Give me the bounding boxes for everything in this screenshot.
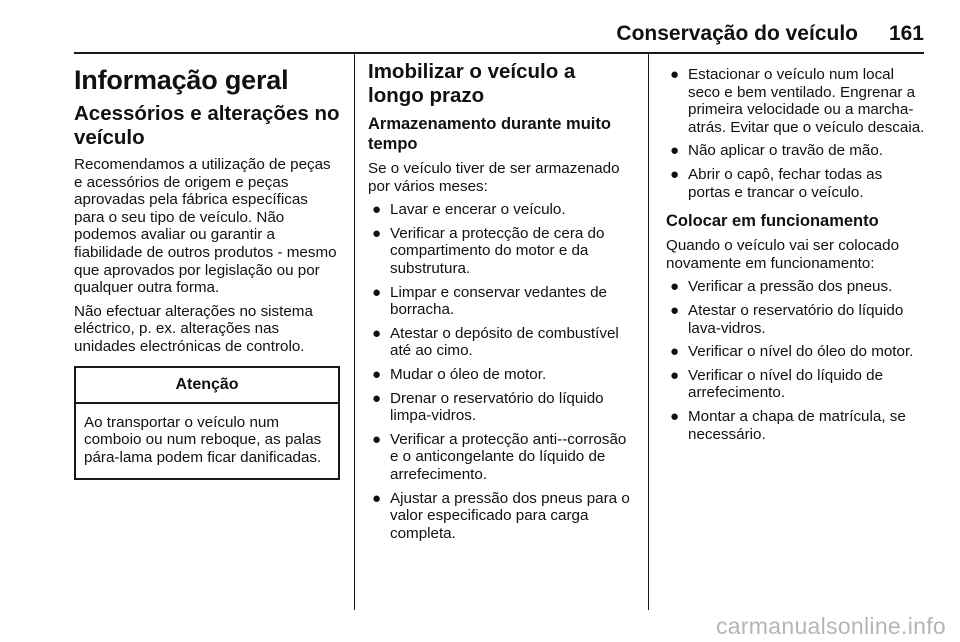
- bullet-icon: ●: [372, 389, 382, 407]
- caution-body: Ao transportar o veículo num comboio ou num reboque, as palas pára-lama podem ficar danificadas.: [84, 413, 322, 466]
- bullet-list: [368, 201, 636, 542]
- subsection-heading: Imobilizar o veículo a longo prazo: [368, 60, 576, 107]
- paragraph: Se o veículo tiver de ser armazenado por vários meses:: [368, 160, 620, 195]
- list-item-text: Limpar e conservar vedantes de borracha.: [390, 283, 607, 319]
- subheading: Armazenamento durante muito tempo: [368, 115, 611, 153]
- list-item: [666, 166, 928, 201]
- list-item: [368, 284, 636, 319]
- bullet-icon: ●: [670, 366, 680, 384]
- caution-box: [74, 366, 340, 481]
- bullet-icon: ●: [670, 165, 680, 183]
- paragraph: Não efectuar alterações no sistema eléctrico, p. ex. alterações nas unidades electrónicas de controlo.: [74, 302, 313, 355]
- page-header: [0, 22, 924, 52]
- list-item: [368, 490, 636, 543]
- list-item: [368, 325, 636, 360]
- bullet-icon: ●: [372, 201, 382, 219]
- bullet-list: [666, 278, 928, 443]
- list-item-text: Verificar a protecção anti--corrosão e o anticongelante do líquido de arrefecimento.: [390, 430, 627, 483]
- list-item-text: Estacionar o veículo num local seco e bem ventilado. Engrenar a primeira velocidade ou a marcha-atrás. Evitar que o veículo descaia.: [688, 66, 925, 136]
- list-item: [666, 302, 928, 337]
- bullet-icon: ●: [670, 142, 680, 160]
- column-2: [368, 60, 636, 552]
- list-item-text: Ajustar a pressão dos pneus para o valor especificado para carga completa.: [390, 489, 630, 542]
- list-item: [666, 66, 928, 136]
- bullet-icon: ●: [372, 224, 382, 242]
- list-item: [666, 408, 928, 443]
- bullet-icon: ●: [670, 301, 680, 319]
- bullet-icon: ●: [670, 66, 680, 83]
- caution-title: Atenção: [76, 368, 338, 404]
- column-1: [74, 60, 340, 480]
- list-item: [368, 366, 636, 384]
- list-item-text: Verificar o nível do óleo do motor.: [688, 343, 914, 361]
- list-item: [368, 390, 636, 425]
- list-item: [666, 278, 928, 296]
- list-item-text: Montar a chapa de matrícula, se necessário.: [688, 407, 906, 443]
- list-item-text: Verificar a pressão dos pneus.: [688, 278, 893, 296]
- page-number: 161: [888, 22, 924, 45]
- chapter-title: Conservação do veículo: [616, 22, 858, 45]
- bullet-icon: ●: [372, 489, 382, 507]
- list-item: [666, 142, 928, 160]
- list-item-text: Atestar o depósito de combustível até ao cimo.: [390, 324, 619, 360]
- bullet-icon: ●: [372, 283, 382, 301]
- list-item: [368, 201, 636, 219]
- bullet-icon: ●: [372, 365, 382, 383]
- list-item-text: Não aplicar o travão de mão.: [688, 142, 884, 160]
- list-item-text: Verificar a protecção de cera do compartimento do motor e da substrutura.: [390, 224, 605, 277]
- subheading: Colocar em funcionamento: [666, 212, 879, 231]
- bullet-icon: ●: [372, 324, 382, 342]
- list-item-text: Abrir o capô, fechar todas as portas e trancar o veículo.: [688, 165, 883, 201]
- column-3: [666, 66, 928, 453]
- list-item: [368, 225, 636, 278]
- paragraph: Quando o veículo vai ser colocado novamente em funcionamento:: [666, 237, 900, 272]
- list-item-text: Drenar o reservatório do líquido limpa-vidros.: [390, 389, 604, 425]
- bullet-icon: ●: [670, 343, 680, 361]
- watermark: carmanualsonline.info: [715, 613, 946, 639]
- list-item: [666, 367, 928, 402]
- list-item-text: Lavar e encerar o veículo.: [390, 201, 566, 219]
- bullet-list: [666, 66, 928, 201]
- bullet-icon: ●: [670, 407, 680, 425]
- list-item: [368, 431, 636, 484]
- column-divider-2: [648, 52, 649, 610]
- header-rule: [74, 52, 924, 54]
- list-item-text: Atestar o reservatório do líquido lava-vidros.: [688, 301, 904, 337]
- bullet-icon: ●: [372, 430, 382, 448]
- bullet-icon: ●: [670, 278, 680, 296]
- section-heading: Informação geral: [74, 65, 289, 95]
- list-item-text: Verificar o nível do líquido de arrefecimento.: [688, 366, 884, 402]
- list-item: [666, 343, 928, 361]
- column-divider-1: [354, 52, 355, 610]
- paragraph: Recomendamos a utilização de peças e acessórios de origem e peças aprovadas pela fábrica específicas para o seu tipo de veículo. Não podemos avaliar ou garantir a fiabilidade de outros produtos - mesmo que aprovados por legislação ou por qualquer outra forma.: [74, 156, 337, 297]
- subsection-heading: Acessórios e alterações no veículo: [74, 102, 340, 149]
- list-item-text: Mudar o óleo de motor.: [390, 365, 547, 383]
